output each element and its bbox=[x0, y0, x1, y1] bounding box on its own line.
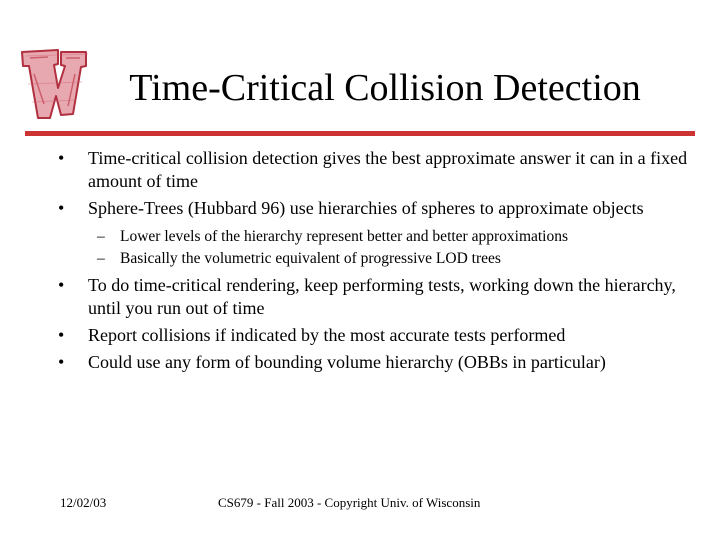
bullet-marker: • bbox=[58, 198, 65, 218]
bullet-text: Time-critical collision detection gives the best approximate answer it can in a fixed amount of time bbox=[88, 148, 688, 191]
bullet-item bbox=[56, 324, 696, 347]
bullet-marker: • bbox=[58, 275, 65, 295]
bullet-text: Sphere-Trees (Hubbard 96) use hierarchies of spheres to approximate objects bbox=[88, 198, 644, 218]
footer-copyright: CS679 - Fall 2003 - Copyright Univ. of Wisconsin bbox=[218, 495, 481, 510]
bullet-text: Report collisions if indicated by the most accurate tests performed bbox=[88, 325, 566, 345]
slide-title: Time-Critical Collision Detection bbox=[129, 67, 641, 109]
sub-bullet-item bbox=[97, 248, 696, 270]
sub-bullet-marker: – bbox=[97, 228, 105, 245]
sub-bullet-text: Lower levels of the hierarchy represent better and better approximations bbox=[120, 228, 569, 245]
footer-date: 12/02/03 bbox=[60, 495, 107, 510]
bullet-item bbox=[56, 197, 696, 220]
bullet-marker: • bbox=[58, 352, 65, 372]
bullet-text: Could use any form of bounding volume hierarchy (OBBs in particular) bbox=[88, 352, 606, 372]
sub-bullet-text: Basically the volumetric equivalent of progressive LOD trees bbox=[120, 250, 501, 267]
bullet-marker: • bbox=[58, 148, 65, 168]
bullet-item bbox=[56, 147, 696, 193]
title-underline bbox=[25, 131, 695, 136]
wisconsin-w-logo-icon bbox=[18, 44, 104, 126]
bullet-item bbox=[56, 351, 696, 374]
bullet-text: To do time-critical rendering, keep performing tests, working down the hierarchy, until you run out of time bbox=[88, 275, 676, 318]
bullet-item bbox=[56, 274, 696, 320]
bullet-marker: • bbox=[58, 325, 65, 345]
sub-bullet-item bbox=[97, 226, 696, 248]
bullet-list bbox=[56, 147, 696, 374]
sub-bullet-marker: – bbox=[97, 250, 105, 267]
